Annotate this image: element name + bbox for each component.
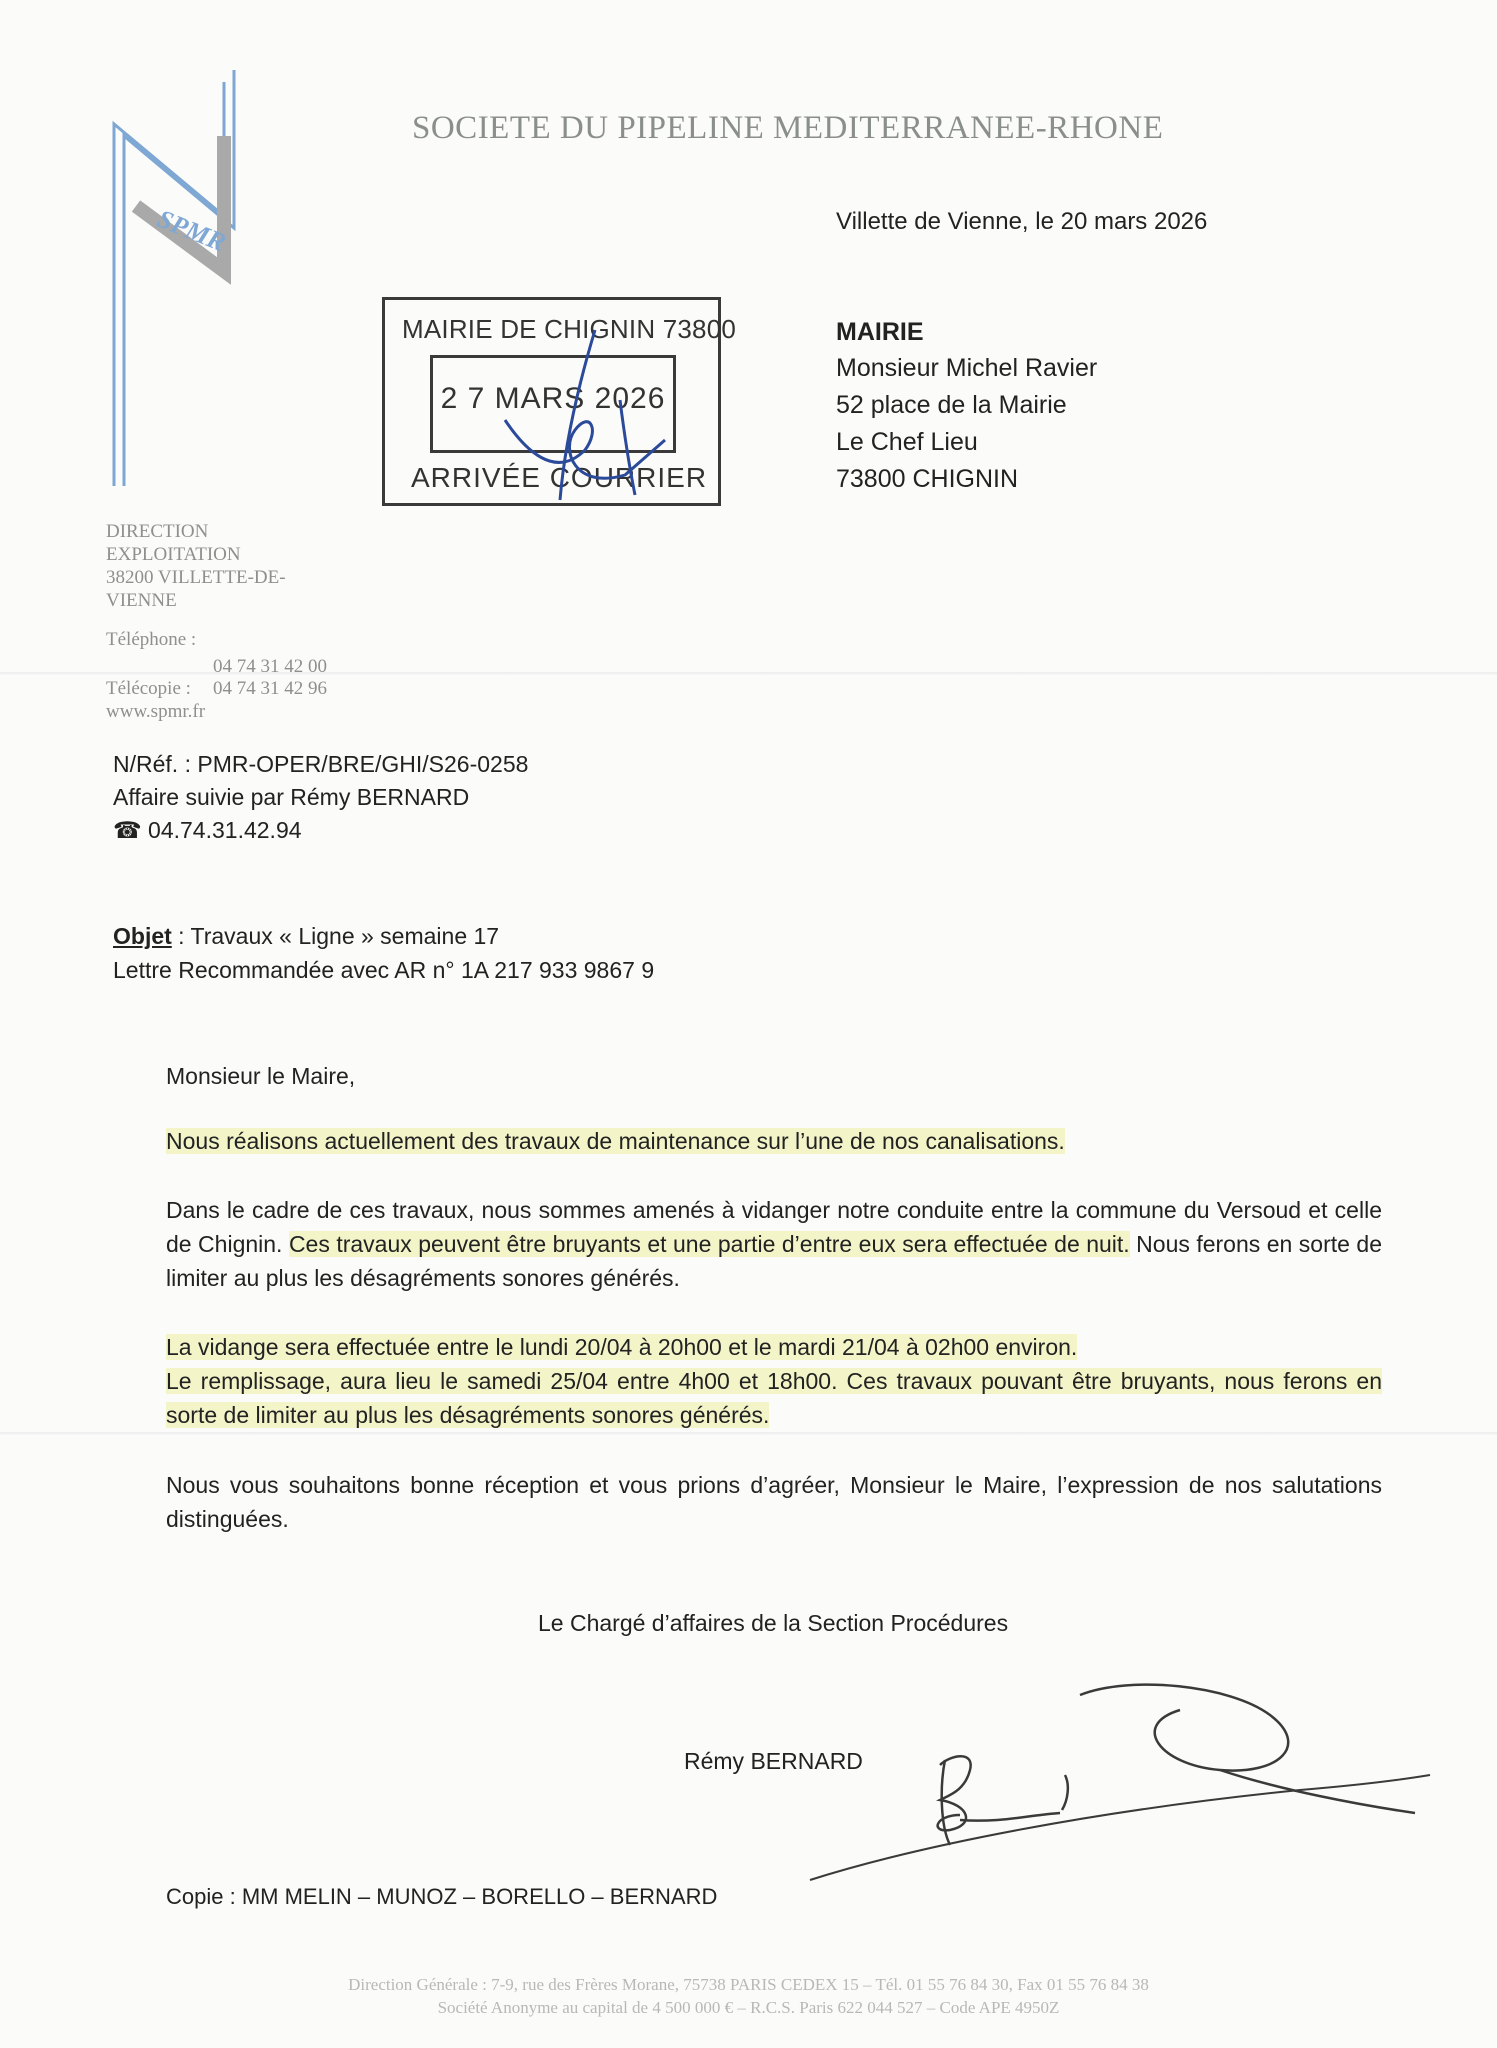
- sender-city-1: 38200 VILLETTE-DE-: [106, 567, 286, 588]
- stamp-footer: ARRIVÉE COURRIER: [411, 462, 708, 493]
- paragraph-3-line-2: Le remplissage, aura lieu le samedi 25/04 entre 4h00 et 18h00. Ces travaux pouvant être bruyants, nous ferons en sorte de limiter au plus les désagréments sonores générés.: [166, 1368, 1382, 1428]
- salutation: Monsieur le Maire,: [166, 1063, 356, 1089]
- registered-mail-line: Lettre Recommandée avec AR n° 1A 217 933 9867 9: [113, 957, 655, 983]
- subject-label: Objet: [113, 923, 172, 949]
- phone-label: Téléphone :: [106, 629, 197, 650]
- signatory-name: Rémy BERNARD: [684, 1748, 863, 1774]
- arrival-stamp: [382, 297, 737, 506]
- recipient-name: Monsieur Michel Ravier: [836, 354, 1098, 382]
- reference-number: N/Réf. : PMR-OPER/BRE/GHI/S26-0258: [113, 751, 529, 777]
- recipient-postal: 73800 CHIGNIN: [836, 465, 1019, 493]
- paragraph-4: Nous vous souhaitons bonne réception et vous prions d’agréer, Monsieur le Maire, l’expression de nos salutations distinguées.: [166, 1472, 1382, 1532]
- paragraph-2-part-c: Nous ferons en sorte de limiter au plus les désagréments sonores générés.: [166, 1231, 1382, 1291]
- handwritten-signature: [800, 1665, 1440, 1895]
- paragraph-2-part-a: Dans le cadre de ces travaux, nous sommes amenés à vidanger notre conduite entre la commune du Versoud et celle de Chignin.: [166, 1197, 1382, 1257]
- sender-department-1: DIRECTION: [106, 521, 209, 542]
- signatory-title: Le Chargé d’affaires de la Section Procédures: [538, 1610, 1009, 1636]
- subject-line: [113, 923, 499, 950]
- paragraph-1: [166, 1124, 1382, 1158]
- subject-text: : Travaux « Ligne » semaine 17: [171, 923, 500, 949]
- sender-city-2: VIENNE: [106, 590, 177, 611]
- paragraph-3: [166, 1330, 1382, 1432]
- paragraph-2-part-b: Ces travaux peuvent être bruyants et une partie d’entre eux sera effectuée de nuit.: [288, 1231, 1130, 1257]
- footer-address: Direction Générale : 7-9, rue des Frères Morane, 75738 PARIS CEDEX 15 – Tél. 01 55 76 84 30, Fax 01 55 76 84 38: [348, 1975, 1149, 1994]
- recipient-locality: Le Chef Lieu: [836, 428, 978, 456]
- contact-phone-number: 04.74.31.42.94: [148, 817, 302, 843]
- paragraph-1-text: Nous réalisons actuellement des travaux de maintenance sur l’une de nos canalisations.: [166, 1128, 1065, 1154]
- copy-recipients: Copie : MM MELIN – MUNOZ – BORELLO – BERNARD: [166, 1884, 718, 1909]
- paragraph-3-line-1: La vidange sera effectuée entre le lundi 20/04 à 20h00 et le mardi 21/04 à 02h00 environ.: [166, 1334, 1078, 1360]
- paragraph-2: [166, 1193, 1382, 1295]
- fax-number: 04 74 31 42 96: [213, 678, 327, 699]
- company-logo: [106, 66, 256, 486]
- paper-fold: [0, 1432, 1497, 1435]
- sender-department-2: EXPLOITATION: [106, 544, 241, 565]
- recipient-org: MAIRIE: [836, 318, 924, 346]
- phone-icon: ☎: [113, 817, 142, 843]
- logo-text: SPMR: [153, 203, 230, 258]
- footer-legal: Société Anonyme au capital de 4 500 000 € – R.C.S. Paris 622 044 527 – Code APE 4950Z: [437, 1998, 1060, 2017]
- website: www.spmr.fr: [106, 701, 206, 722]
- fax-label: Télécopie :: [106, 678, 191, 699]
- stamp-initials: [385, 300, 718, 503]
- phone-number: 04 74 31 42 00: [213, 656, 327, 677]
- stamp-date: 2 7 MARS 2026: [440, 382, 666, 415]
- followed-by: Affaire suivie par Rémy BERNARD: [113, 784, 470, 810]
- date-line: Villette de Vienne, le 20 mars 2026: [836, 208, 1208, 235]
- company-name: SOCIETE DU PIPELINE MEDITERRANEE-RHONE: [412, 110, 1164, 146]
- stamp-title: MAIRIE DE CHIGNIN 73800: [402, 314, 737, 344]
- contact-phone: [113, 817, 302, 844]
- recipient-street: 52 place de la Mairie: [836, 391, 1067, 419]
